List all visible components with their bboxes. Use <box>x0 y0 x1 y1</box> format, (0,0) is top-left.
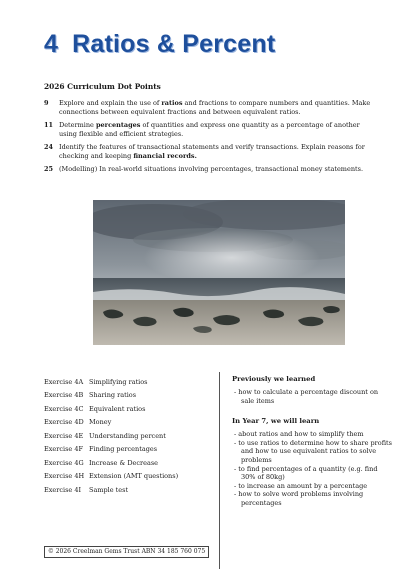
exercise-code: Exercise 4D <box>44 418 84 427</box>
exercise-code: Exercise 4B <box>44 391 84 400</box>
year7-item: - about ratios and how to simplify them <box>232 430 392 439</box>
exercise-row[interactable] <box>44 389 214 403</box>
exercise-title: Sharing ratios <box>89 391 137 400</box>
dot-point-text-part: of quantities and express one quantity as a percentage of another using flexible and efficient strategies. <box>59 121 360 138</box>
dot-point-text <box>59 121 374 139</box>
dot-point-text <box>59 99 374 117</box>
exercise-row[interactable] <box>44 402 214 416</box>
curriculum-heading: 2026 Curriculum Dot Points <box>44 82 161 91</box>
column-divider <box>219 372 220 569</box>
exercise-title: Equivalent ratios <box>89 404 146 413</box>
dot-point <box>44 165 374 174</box>
exercise-code: Exercise 4F <box>44 445 83 454</box>
year7-item: - how to solve word problems involving percentages <box>232 490 392 507</box>
dot-point-text-part: Determine <box>59 121 96 129</box>
dot-point-text-part: (Modelling) In real-world situations involving percentages, transactional money statements. <box>59 165 364 173</box>
year7-item: - to use ratios to determine how to share profits and how to use equivalent ratios to solve problems <box>232 439 392 465</box>
exercise-title: Increase & Decrease <box>89 458 159 467</box>
dot-point <box>44 121 374 139</box>
exercise-title: Simplifying ratios <box>89 377 148 386</box>
dot-point <box>44 143 374 161</box>
exercise-title: Understanding percent <box>89 431 166 440</box>
exercise-row[interactable] <box>44 483 214 497</box>
exercise-title: Money <box>89 418 112 427</box>
exercise-code: Exercise 4C <box>44 404 84 413</box>
exercise-row[interactable] <box>44 416 214 430</box>
exercise-code: Exercise 4A <box>44 377 84 386</box>
exercise-title: Finding percentages <box>89 445 158 454</box>
exercise-row[interactable] <box>44 470 214 484</box>
year7-item: - to increase an amount by a percentage <box>232 482 392 491</box>
dot-point-number: 25 <box>44 165 54 173</box>
dot-point-keyword: financial records. <box>133 152 197 160</box>
exercise-code: Exercise 4H <box>44 472 85 481</box>
exercise-code: Exercise 4G <box>44 458 84 467</box>
exercise-list <box>44 375 214 497</box>
year7-heading: In Year 7, we will learn <box>232 417 320 426</box>
previously-list <box>232 388 392 405</box>
year7-list <box>232 430 392 507</box>
exercise-title: Sample test <box>89 485 129 494</box>
exercise-title: Extension (AMT questions) <box>89 472 179 481</box>
learning-summary <box>232 375 392 508</box>
exercise-code: Exercise 4E <box>44 431 84 440</box>
chapter-title-text: Ratios & Percent <box>72 30 276 58</box>
dot-point-text <box>59 143 374 161</box>
dot-point-text-part: Explore and explain the use of <box>59 99 162 107</box>
year7-item: - to find percentages of a quantity (e.g. find 30% of 80kg) <box>232 465 392 482</box>
dot-point <box>44 99 374 117</box>
dot-point-number: 11 <box>44 121 54 129</box>
exercise-row[interactable] <box>44 429 214 443</box>
exercise-row[interactable] <box>44 443 214 457</box>
curriculum-dot-points <box>44 99 374 178</box>
copyright-footer: © 2026 Creelman Gems Trust ABN 34 185 760 075 <box>44 546 209 558</box>
exercise-code: Exercise 4I <box>44 485 82 494</box>
dot-point-text-part: and fractions to compare numbers and quantities. Make connections between equivalent fractions and between equivalent ratios. <box>59 99 371 116</box>
chapter-title <box>44 30 275 59</box>
exercise-row[interactable] <box>44 375 214 389</box>
dot-point-number: 24 <box>44 143 54 151</box>
dot-point-text <box>59 165 374 174</box>
beach-photo <box>93 200 345 345</box>
exercise-row[interactable] <box>44 456 214 470</box>
dot-point-number: 9 <box>44 99 49 107</box>
chapter-number: 4 <box>44 30 59 58</box>
dot-point-keyword: percentages <box>95 121 141 129</box>
previously-heading: Previously we learned <box>232 375 316 383</box>
dot-point-text-part: Identify the features of transactional statements and verify transactions. Explain reasons for checking and keeping <box>59 143 365 160</box>
previously-item: - how to calculate a percentage discount on sale items <box>232 388 392 405</box>
beach-photo-illustration <box>93 200 345 345</box>
dot-point-keyword: ratios <box>161 99 183 107</box>
